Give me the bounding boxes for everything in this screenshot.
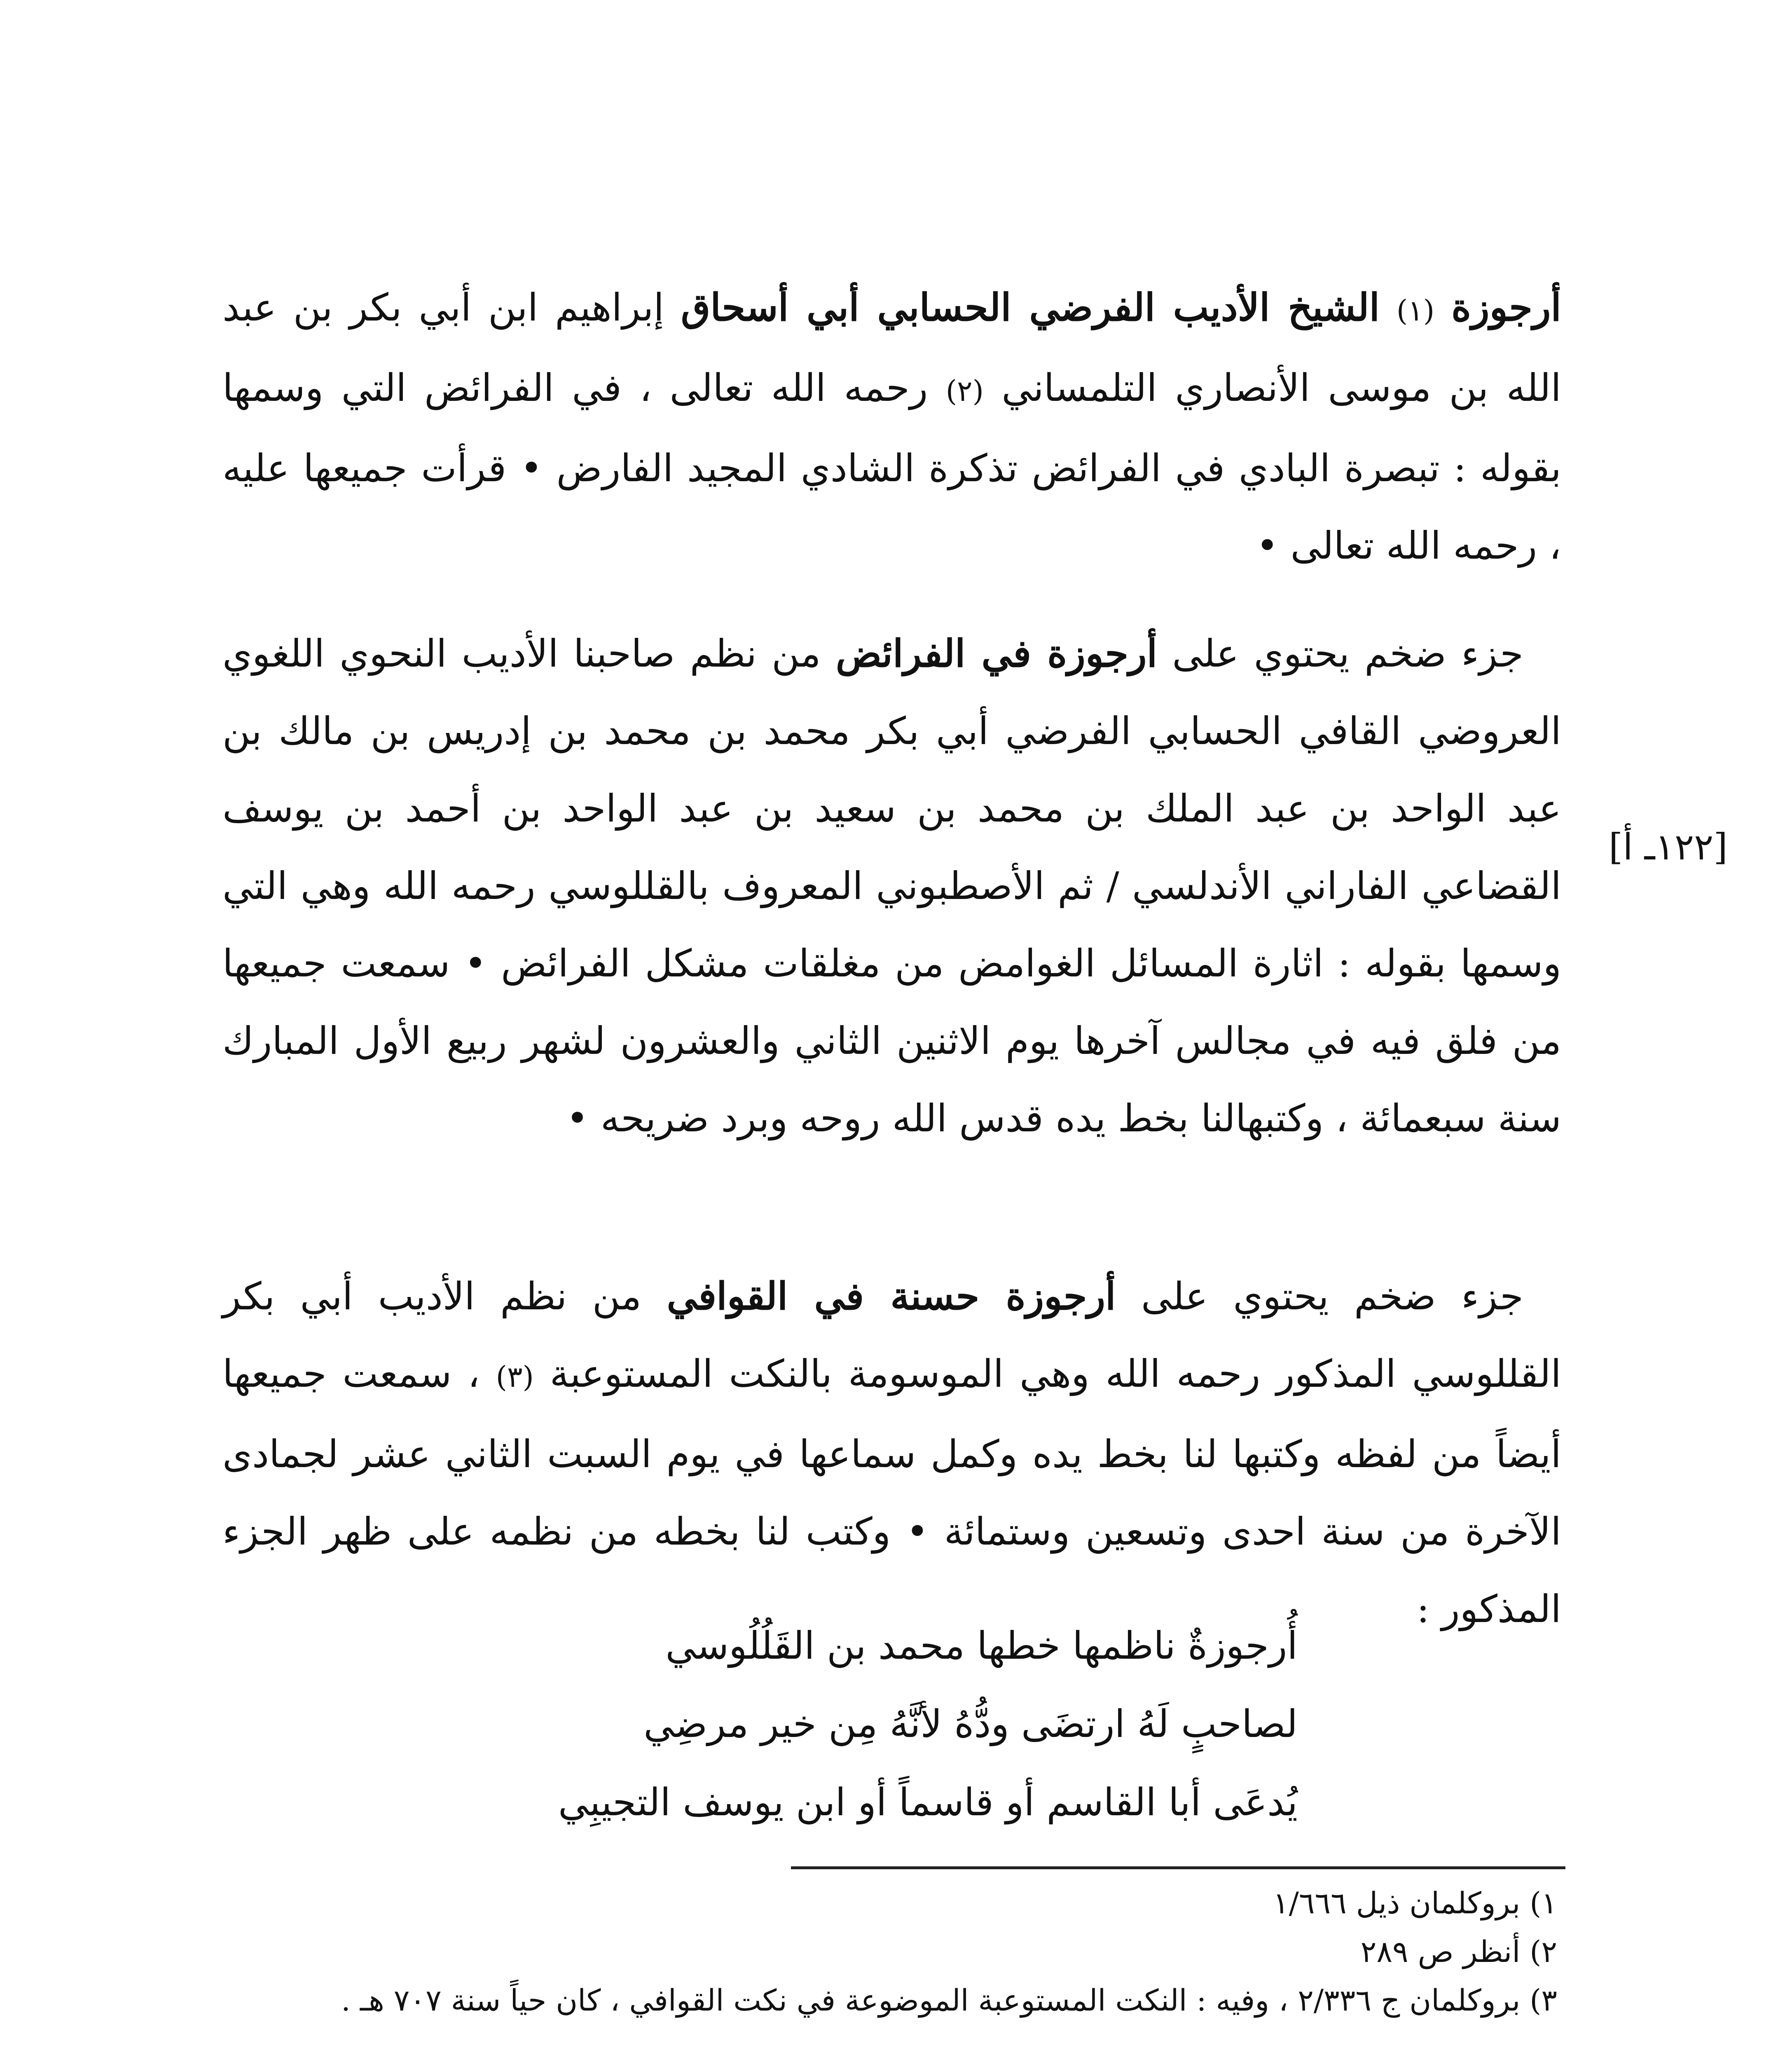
manuscript-folio-marker: [١٢٢ـ أ] [1609,826,1728,868]
paragraph-3-body: من نظم الأديب أبي بكر القللوسي المذكور رحمه الله وهي الموسومة بالنكت المستوعبة [222,1274,1561,1396]
footnote-item: ١) بروكلمان ذيل ١/٦٦٦ [1273,1886,1557,1920]
paragraph-1-bold-name: الشيخ الأديب الفرضي الحسابي أبي أسحاق [681,285,1380,330]
paragraph-3 [222,1257,1561,1648]
footnote-ref-3: (٣) [496,1360,534,1394]
paragraph-2-lead: جزء ضخم يحتوي على [1172,632,1523,676]
paragraph-3-lead: جزء ضخم يحتوي على [1141,1274,1524,1318]
footnotes [222,1879,1557,2025]
verse-line: أُرجوزةٌ ناظمها خطها محمد بن القَلُلُوسي [665,1624,1298,1668]
paragraph-1-lead: أرجوزة [1451,285,1561,330]
paragraph-2-body: من نظم صاحبنا الأديب النحوي اللغوي العروضي القافي الحسابي الفرضي أبي بكر محمد بن محمد بن إدريس بن مالك بن عبد الواحد بن عبد الملك بن محمد بن سعيد بن عبد الواحد بن أحمد بن يوسف القضاعي الفاراني الأندلسي / ثم الأصطبوني المعروف بالقللوسي رحمه الله وهي التي وسمها بقوله : اثارة المسائل الغوامض من مغلقات مشكل الفرائض • سمعت جميعها من فلق فيه في مجالس آخرها يوم الاثنين الثاني والعشرون لشهر ربيع الأول المبارك سنة سبعمائة ، وكتبهالنا بخط يده قدس الله روحه وبرد ضريحه • [222,632,1561,1140]
footnote-divider [791,1866,1565,1869]
paragraph-3-body-2: ، سمعت جميعها أيضاً من لفظه وكتبها لنا بخط يده وكمل سماعها في يوم السبت الثاني عشر لجمادى الآخرة من سنة احدى وتسعين وستمائة • وكتب لنا بخطه من نظمه على ظهر الجزء المذكور : [222,1352,1561,1631]
footnote-ref-1: (١) [1396,294,1435,328]
paragraph-2 [222,615,1561,1157]
paragraph-3-bold: أرجوزة حسنة في القوافي [667,1274,1116,1318]
paragraph-1-body-2: رحمه الله تعالى ، في الفرائض التي وسمها بقوله : تبصرة البادي في الفرائض تذكرة الشادي المجيد الفارض • قرأت جميعها عليه ، رحمه الله تعالى • [222,366,1561,568]
footnote-item: ٢) أنظر ص ٢٨٩ [1360,1934,1557,1969]
footnote-ref-2: (٢) [945,374,984,408]
poem-verses [515,1607,1298,1842]
paragraph-1-body: إبراهيم ابن أبي بكر بن عبد الله بن موسى الأنصاري التلمساني [222,286,1561,410]
paragraph-1 [222,269,1561,585]
paragraph-2-bold: أرجوزة في الفرائض [835,631,1158,676]
verse-line: لصاحبٍ لَهُ ارتضَى ودُّهُ لأنَّهُ مِن خير مرضِي [643,1702,1298,1746]
verse-line: يُدعَى أبا القاسم أو قاسماً أو ابن يوسف التجيبِي [558,1780,1298,1824]
footnote-item: ٣) بروكلمان ج ٢/٣٣٦ ، وفيه : النكت المستوعبة الموضوعة في نكت القوافي ، كان حياً سنة ٧٠٧ هـ . [341,1983,1557,2018]
